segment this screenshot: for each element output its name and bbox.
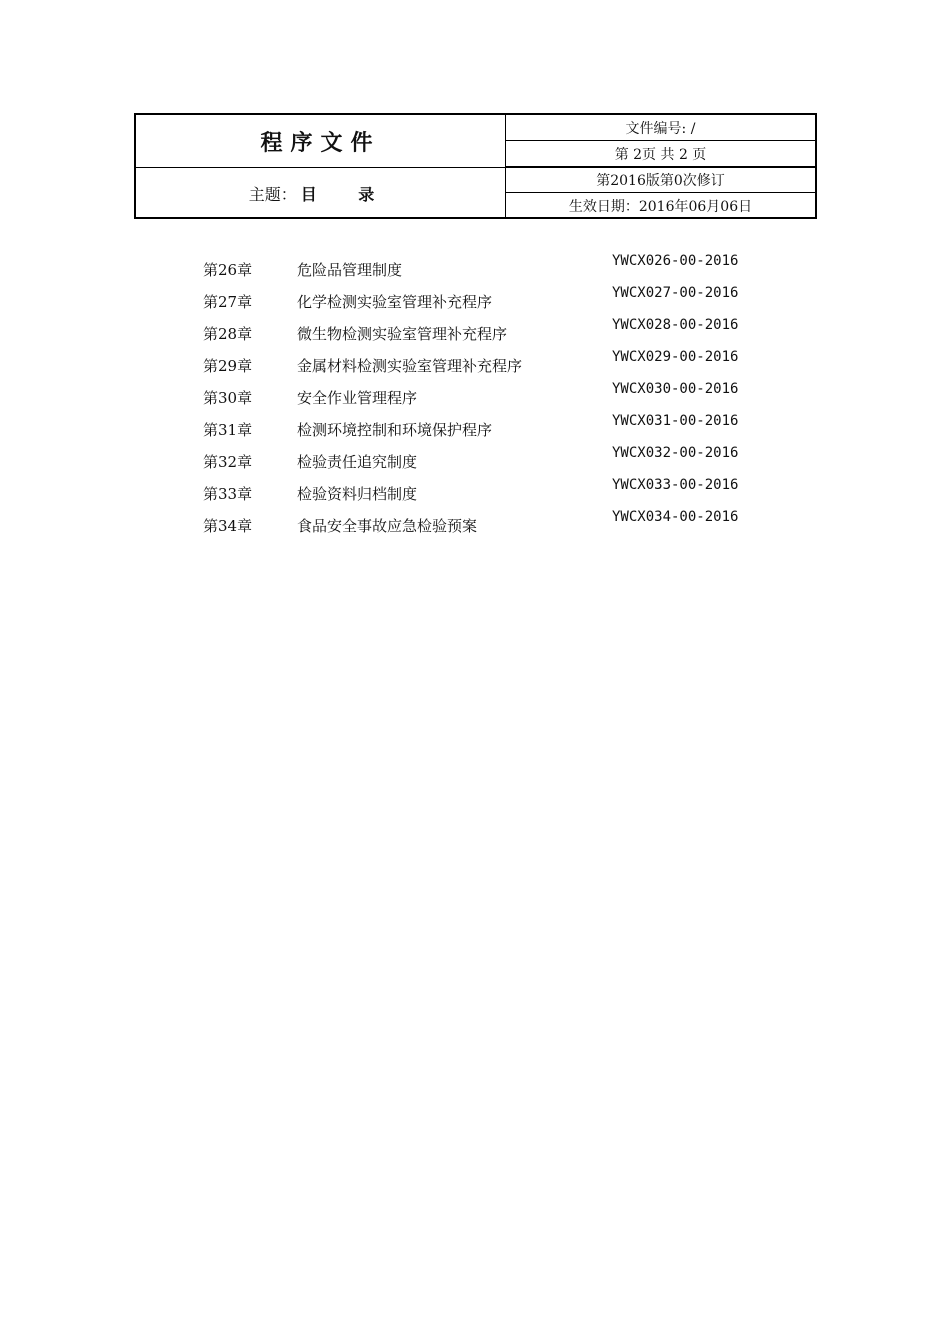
toc-row [0,509,950,539]
toc-title: 微生物检测实验室管理补充程序 [297,325,508,343]
subject-cell [136,168,506,219]
file-number: 文件编号: / [506,115,815,141]
toc-chapter: 第34章 [203,517,253,535]
toc-code: YWCX028-00-2016 [612,317,739,333]
toc-chapter: 第32章 [203,453,253,471]
toc-row [0,349,950,379]
toc-chapter: 第26章 [203,261,253,279]
toc-chapter: 第33章 [203,485,253,503]
toc-chapter: 第29章 [203,357,253,375]
toc-code: YWCX031-00-2016 [612,413,739,429]
revision-info: 第2016版第0次修订 [506,168,815,193]
toc-row [0,477,950,507]
toc-code: YWCX030-00-2016 [612,381,739,397]
toc-row [0,381,950,411]
toc-title: 危险品管理制度 [297,261,403,279]
document-header-table [134,113,817,219]
toc-title: 食品安全事故应急检验预案 [297,517,478,535]
toc-code: YWCX033-00-2016 [612,477,739,493]
toc-code: YWCX034-00-2016 [612,509,739,525]
toc-code: YWCX027-00-2016 [612,285,739,301]
toc-chapter: 第28章 [203,325,253,343]
toc-code: YWCX029-00-2016 [612,349,739,365]
toc-title: 化学检测实验室管理补充程序 [297,293,493,311]
subject-label: 主题： [248,185,297,204]
document-type-title: 程序文件 [136,115,506,168]
subject-value: 目 录 [300,185,393,204]
toc-row [0,317,950,347]
toc-title: 检验责任追究制度 [297,453,418,471]
toc-title: 金属材料检测实验室管理补充程序 [297,357,523,375]
toc-row [0,285,950,315]
toc-row [0,413,950,443]
toc-chapter: 第27章 [203,293,253,311]
toc-title: 安全作业管理程序 [297,389,418,407]
toc-code: YWCX032-00-2016 [612,445,739,461]
toc-title: 检测环境控制和环境保护程序 [297,421,493,439]
effective-date: 生效日期：2016年06月06日 [568,199,753,215]
toc-row [0,253,950,283]
toc-chapter: 第31章 [203,421,253,439]
page-count: 第 2页 共 2 页 [506,142,815,168]
toc-title: 检验资料归档制度 [297,485,418,503]
toc-chapter: 第30章 [203,389,253,407]
toc-row [0,445,950,475]
toc-code: YWCX026-00-2016 [612,253,739,269]
